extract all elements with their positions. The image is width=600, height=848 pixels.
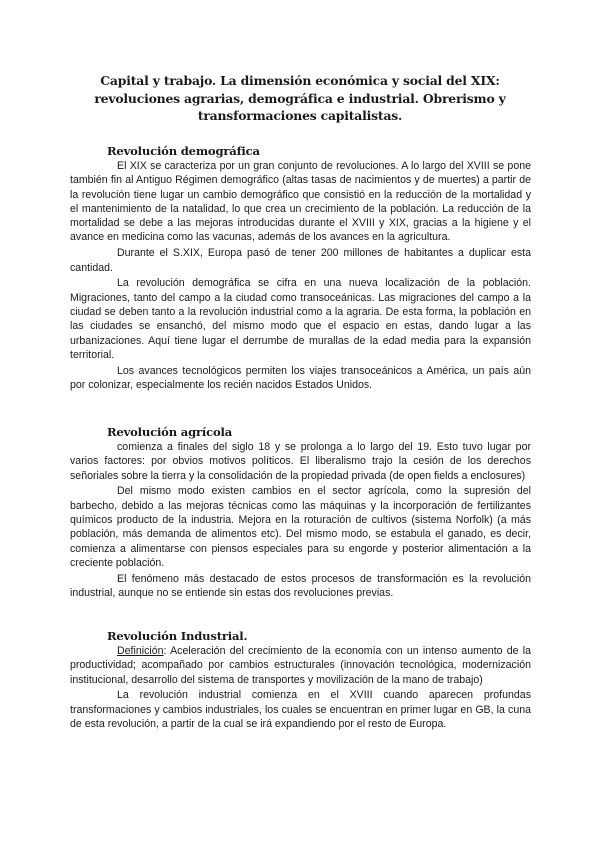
paragraph: La revolución industrial comienza en el XVIII cuando aparecen profundas transformaciones y cambios industriales, los cuales se encuentran en primer lugar en GB, la cuna de esta revolución, a partir de la cual se irá expandiendo por el resto de Europa. — [70, 689, 531, 730]
document-title: Capital y trabajo. La dimensión económica y social del XIX: revoluciones agrarias, demográfica e industrial. Obrerismo y transformaciones capitalistas. — [94, 73, 506, 123]
paragraph: El XIX se caracteriza por un gran conjunto de revoluciones. A lo largo del XVIII se pone también fin al Antiguo Régimen demográfico (altas tasas de nacimientos y de muertes) a partir de la revolución tiene lugar un cambio demográfico que consistió en la reducción de la mortalidad y el mantenimiento de la natalidad, lo que crea un crecimiento de la población. La reducción de la mortalidad se debe a las mejoras introducidas durante el XVIII y XIX, gracias a la higiene y el avance en medicina como las vacunas, además de los avances en la agricultura. — [70, 160, 531, 244]
paragraph: La revolución demográfica se cifra en una nueva localización de la población. Migraciones, tanto del campo a la ciudad como transoceánicas. Las migraciones del campo a la ciudad se deben tanto a la revolución industrial como a la agraria. De esta forma, la población en las ciudades se ensanchó, del mismo modo que el espacio en estas, dando lugar a las urbanizaciones. Aquí tiene lugar el derrumbe de murallas de la edad media para la expansión territorial. — [70, 277, 531, 361]
paragraph: Durante el S.XIX, Europa pasó de tener 200 millones de habitantes a duplicar esta cantidad. — [70, 247, 531, 274]
paragraph: Del mismo modo existen cambios en el sector agrícola, como la supresión del barbecho, debido a las mejoras técnicas como las máquinas y la incorporación de fertilizantes químicos producto de la industria. Mejora en la roturación de cultivos (sistema Norfolk) (a más población, más demanda de alimentos etc). Del mismo modo, se estabula el ganado, es decir, comienza a alimentarse con piensos especiales para su engorde y posterior alimentación a la creciente población. — [70, 485, 531, 569]
section-agricultural — [70, 425, 531, 602]
definition-label: Definición — [117, 645, 164, 657]
section-heading: Revolución demográfica — [107, 144, 260, 158]
definition-paragraph — [70, 644, 531, 687]
section-industrial — [70, 629, 531, 733]
section-heading: Revolución agrícola — [107, 425, 233, 439]
paragraph: comienza a finales del siglo 18 y se prolonga a lo largo del 19. Esto tuvo lugar por varios factores: por obvios motivos políticos. El liberalismo trajo la cesión de los derechos señoriales sobre la tierra y la consolidación de la propiedad privada (de open fields a enclosures) — [70, 441, 531, 482]
section-heading: Revolución Industrial. — [107, 629, 248, 643]
paragraph: Los avances tecnológicos permiten los viajes transoceánicos a América, un país aún por colonizar, especialmente los recién nacidos Estados Unidos. — [70, 364, 531, 391]
paragraph: El fenómeno más destacado de estos procesos de transformación es la revolución industrial, aunque no se entiende sin estas dos revoluciones previas. — [70, 572, 531, 599]
section-demographic — [70, 144, 531, 394]
definition-text: : Aceleración del crecimiento de la economía con un intenso aumento de la productividad; acompañado por cambios estructurales (innovación tecnológica, modernización institucional, desarrollo del sistema de transportes y movilización de la mano de trabajo) — [70, 645, 531, 686]
